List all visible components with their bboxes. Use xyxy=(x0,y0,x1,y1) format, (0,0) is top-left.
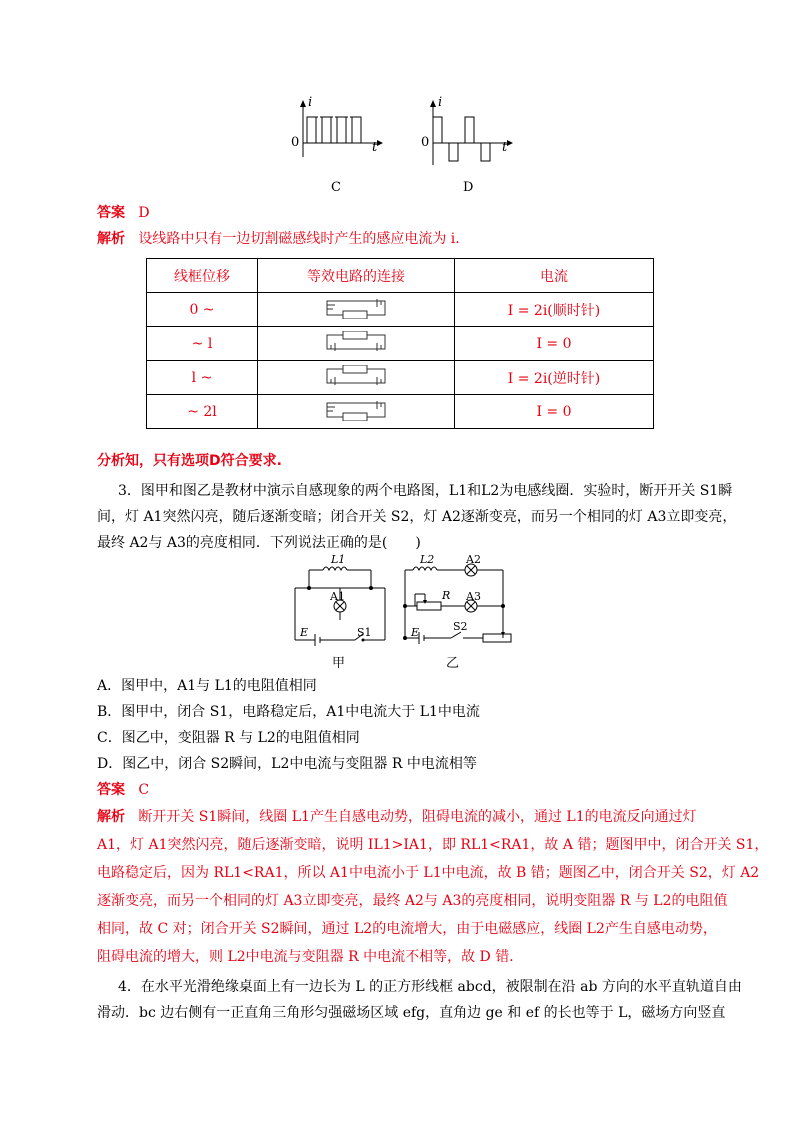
jia-lamp-label: A1 xyxy=(330,590,345,603)
q3-stem-line: 3．图甲和图乙是教材中演示自感现象的两个电路图，L1和L2为电感线圈．实验时，断开开关 S1瞬 xyxy=(118,483,733,499)
table-header-row xyxy=(147,259,654,293)
yi-switch-label: S2 xyxy=(453,620,468,633)
yi-lamp-mid-label: A3 xyxy=(466,590,481,603)
analysis-label: 解析 xyxy=(97,809,125,825)
q2-analysis xyxy=(97,226,460,252)
yi-coil-label: L2 xyxy=(420,553,435,566)
equivalent-circuit-icon xyxy=(258,327,455,361)
graph-d-origin: 0 xyxy=(421,135,430,150)
table-header: 线框位移 xyxy=(147,259,258,293)
table-cell-current: I = 0 xyxy=(455,327,654,361)
q3-analysis-line: 相同，故 C 对；闭合开关 S2瞬间，通过 L2的电流增大，由于电磁感应，线圈 L2产生自感电动势， xyxy=(97,921,717,937)
jia-coil-label: L1 xyxy=(331,553,346,566)
analysis-text: 断开开关 S1瞬间，线圈 L1产生自感电动势，阻碍电流的减小，通过 L1的电流反向通过灯 xyxy=(138,809,697,825)
table-cell-current: I = 2i(逆时针) xyxy=(455,361,654,395)
analysis-text: 设线路中只有一边切割磁感线时产生的感应电流为 i. xyxy=(138,231,460,247)
option-a: A．图甲中，A1与 L1的电阻值相同 xyxy=(97,678,317,694)
equivalent-circuit-icon xyxy=(258,395,455,429)
table-row xyxy=(147,361,654,395)
graph-d-caption: D xyxy=(463,180,474,195)
option-b: B．图甲中，闭合 S1，电路稳定后，A1中电流大于 L1中电流 xyxy=(97,704,480,720)
graph-d-axis-t: t xyxy=(502,140,508,155)
table-header: 等效电路的连接 xyxy=(258,259,455,293)
q3-stem-line: 间，灯 A1突然闪亮，随后逐渐变暗；闭合开关 S2，灯 A2逐渐变亮，而另一个相同的灯 A3立即变亮， xyxy=(97,509,737,525)
graph-c-axis-t: t xyxy=(372,140,378,155)
q3-analysis-line: 逐渐变亮，而另一个相同的灯 A3立即变亮，最终 A2与 A3的亮度相同，说明变阻器 R 与 L2的电阻值 xyxy=(97,893,728,909)
option-d: D．图乙中，闭合 S2瞬间，L2中电流与变阻器 R 中电流相等 xyxy=(97,756,477,772)
q3-analysis-line: 阻碍电流的增大，则 L2中电流与变阻器 R 中电流不相等，故 D 错． xyxy=(97,949,524,965)
solution-table xyxy=(146,258,654,429)
jia-battery-label: E xyxy=(300,626,309,639)
answer-value: C xyxy=(138,782,150,798)
graph-c-axis-i: i xyxy=(308,95,313,110)
table-cell-current: I = 2i(顺时针) xyxy=(455,293,654,327)
yi-battery-label: E xyxy=(411,626,420,639)
table-row xyxy=(147,293,654,327)
q4-line: 4．在水平光滑绝缘桌面上有一边长为 L 的正方形线框 abcd，被限制在沿 ab 方向的水平直轨道自由 xyxy=(118,979,742,995)
q2-answer xyxy=(97,200,150,226)
option-c: C．图乙中，变阻器 R 与 L2的电阻值相同 xyxy=(97,730,360,746)
table-row xyxy=(147,395,654,429)
table-cell-displacement: 0 ~ xyxy=(147,293,258,327)
equivalent-circuit-icon xyxy=(258,293,455,327)
equivalent-circuit-icon xyxy=(258,361,455,395)
table-cell-displacement: l ~ xyxy=(147,361,258,395)
q3-analysis-line: 电路稳定后，因为 RL1<RA1，所以 A1中电流小于 L1中电流，故 B 错；题图乙中，闭合开关 S2，灯 A2 xyxy=(97,865,760,881)
graph-d-axis-i: i xyxy=(438,95,443,110)
yi-resistor-label: R xyxy=(442,589,451,602)
jia-caption: 甲 xyxy=(332,656,346,671)
graph-c-origin: 0 xyxy=(291,135,300,150)
table-cell-displacement: ~ 2l xyxy=(147,395,258,429)
q3-analysis-line: A1，灯 A1突然闪亮，随后逐渐变暗，说明 IL1>IA1，即 RL1<RA1，故 A 错；题图甲中，闭合开关 S1， xyxy=(97,837,769,853)
yi-caption: 乙 xyxy=(446,656,460,671)
table-header: 电流 xyxy=(455,259,654,293)
table-row xyxy=(147,327,654,361)
answer-label: 答案 xyxy=(97,205,125,221)
q3-stem-line: 最终 A2与 A3的亮度相同．下列说法正确的是( ) xyxy=(97,535,421,551)
graph-c-caption: C xyxy=(331,180,341,195)
q4-line: 滑动．bc 边右侧有一正直角三角形匀强磁场区域 efg，直角边 ge 和 ef 的长也等于 L，磁场方向竖直 xyxy=(97,1005,726,1021)
yi-lamp-top-label: A2 xyxy=(466,553,481,566)
analysis-label: 解析 xyxy=(97,231,125,247)
table-cell-displacement: ~ l xyxy=(147,327,258,361)
jia-switch-label: S1 xyxy=(357,626,372,639)
table-cell-current: I = 0 xyxy=(455,395,654,429)
q3-analysis-line xyxy=(97,804,697,830)
answer-label: 答案 xyxy=(97,782,125,798)
q2-conclusion: 分析知，只有选项D符合要求. xyxy=(97,453,282,469)
answer-value: D xyxy=(138,205,150,221)
q3-answer xyxy=(97,777,149,803)
